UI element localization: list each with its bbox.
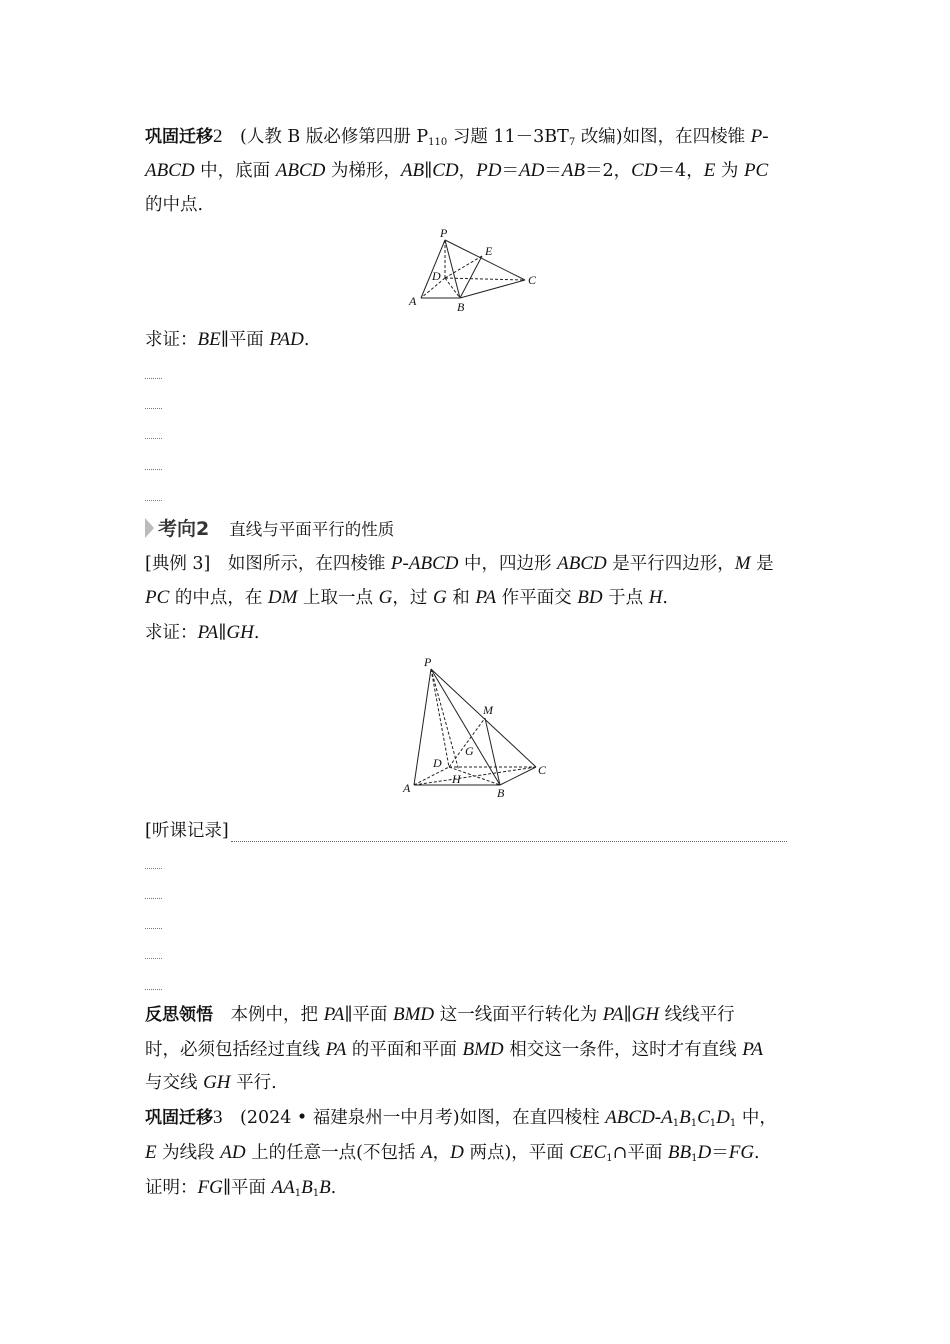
math-text: B — [301, 1177, 313, 1198]
text-run: 求证： — [145, 623, 198, 643]
math-text: PA — [323, 1004, 345, 1025]
text-line — [145, 1072, 277, 1094]
subscript: 1 — [691, 1153, 698, 1164]
text-run: ∥ — [218, 623, 227, 643]
math-text: GH — [203, 1072, 231, 1093]
math-text: CD — [631, 160, 658, 181]
subscript: 1 — [606, 1153, 613, 1164]
text-run: 为 — [715, 161, 744, 181]
lecture-notes-header — [145, 817, 787, 842]
text-run: 上取一点 — [297, 588, 379, 608]
text-run: [典例 3] 如图所示，在四棱锥 — [145, 554, 391, 574]
math-text: ABCD — [275, 160, 326, 181]
math-text: ABCD — [145, 160, 195, 181]
text-run: 本例中，把 — [213, 1005, 324, 1025]
label-b: B — [497, 786, 505, 800]
label-c: C — [538, 763, 547, 777]
math-text: G — [432, 587, 447, 608]
label-m: M — [483, 703, 493, 717]
answer-dotline — [145, 898, 162, 899]
math-text: GH — [226, 622, 254, 643]
text-run: 的中点. — [145, 195, 204, 215]
math-text: FG — [728, 1142, 755, 1163]
math-text: D — [716, 1107, 730, 1128]
label-h: H — [452, 772, 461, 786]
text-run: 2 — [213, 126, 223, 147]
label-g: G — [465, 744, 474, 758]
math-text: G — [378, 587, 393, 608]
text-run: 为线段 — [156, 1143, 221, 1163]
text-run: 两点)，平面 — [463, 1143, 570, 1163]
math-text: GH — [631, 1004, 660, 1025]
section-tag: 考向2 — [158, 518, 210, 540]
text-run: 和 — [446, 588, 476, 608]
math-text: PA — [475, 587, 497, 608]
math-text: AD — [220, 1142, 246, 1163]
text-run: ∥平面 — [222, 1178, 272, 1198]
text-run: ＝2， — [585, 161, 632, 181]
math-text: BB — [667, 1142, 692, 1163]
math-text: PA — [197, 622, 219, 643]
math-text: PA — [602, 1004, 624, 1025]
math-text: C — [697, 1107, 710, 1128]
subscript: 1 — [690, 1118, 698, 1129]
math-text: CD — [432, 160, 459, 181]
label-p: P — [424, 655, 432, 669]
math-text: M — [734, 553, 751, 574]
text-run: 是平行四边形， — [606, 554, 735, 574]
text-run: ∥ — [424, 161, 433, 181]
label-bold: 巩固迁移 — [145, 127, 213, 147]
label-bold: 巩固迁移 — [145, 1108, 213, 1128]
math-text: BE — [197, 329, 221, 350]
text-run: ∥ — [623, 1005, 632, 1025]
text-run: . — [662, 588, 668, 608]
answer-dotline — [145, 958, 162, 959]
text-run: 上的任意一点(不包括 — [245, 1143, 422, 1163]
answer-dotline — [145, 868, 162, 869]
subscript: 7 — [568, 137, 576, 148]
text-line — [145, 1177, 336, 1205]
math-text: A — [421, 1142, 433, 1163]
text-run: . — [330, 1178, 337, 1198]
text-run: . — [303, 330, 310, 350]
answer-dotline — [145, 928, 162, 929]
text-run: ∩平面 — [612, 1143, 668, 1163]
text-run: ，过 — [392, 588, 433, 608]
text-run: ＝ — [544, 161, 562, 181]
text-run: 3 — [213, 1107, 223, 1128]
section-title: 直线与平面平行的性质 — [229, 519, 395, 539]
math-text: H — [648, 587, 663, 608]
math-text: PD — [476, 160, 502, 181]
text-run: ＝ — [711, 1143, 729, 1163]
text-run: ∥平面 — [344, 1005, 393, 1025]
math-text: AA — [271, 1177, 295, 1198]
text-run: 改编)如图，在四棱锥 — [575, 127, 751, 147]
answer-dotline — [145, 989, 162, 990]
label-bold: 反思领悟 — [145, 1005, 213, 1025]
math-text: DM — [267, 587, 298, 608]
text-run: 线线平行 — [659, 1005, 735, 1025]
text-run: (2024 • 福建泉州一中月考)如图，在直四棱柱 — [222, 1108, 606, 1128]
math-text: ABCD — [557, 553, 607, 574]
subscript: 1 — [312, 1188, 320, 1199]
math-text: BMD — [462, 1039, 504, 1060]
label-d: D — [433, 756, 442, 770]
text-run: ∥平面 — [220, 330, 270, 350]
math-text: PC — [743, 160, 769, 181]
subscript: 1 — [709, 1118, 717, 1129]
math-text: B — [679, 1107, 691, 1128]
label-c: C — [528, 273, 537, 287]
subscript: 1 — [672, 1118, 680, 1129]
label-b: B — [457, 300, 465, 314]
math-text: ABCD-A — [605, 1107, 673, 1128]
math-text: PA — [742, 1039, 764, 1060]
math-text: E — [145, 1142, 157, 1163]
text-run: (人教 B 版必修第四册 P — [222, 127, 429, 147]
math-text: BD — [577, 587, 603, 608]
math-text: AD — [518, 160, 545, 181]
text-run: 的平面和平面 — [346, 1040, 463, 1060]
label-a: A — [403, 781, 411, 795]
text-run: . — [253, 623, 260, 643]
text-run: 求证： — [145, 330, 198, 350]
notes-dotline — [231, 823, 787, 842]
label-a: A — [409, 294, 417, 308]
text-run: 的中点，在 — [169, 588, 268, 608]
subscript: 110 — [428, 137, 448, 148]
text-run: 中，四边形 — [458, 554, 558, 574]
math-text: BMD — [392, 1004, 435, 1025]
label-e: E — [485, 244, 493, 258]
math-text: PC — [145, 587, 170, 608]
text-line — [145, 1039, 763, 1061]
math-text: PAD — [269, 329, 304, 350]
lecture-notes-label: [听课记录] — [145, 821, 229, 841]
text-run: ＝4， — [657, 161, 704, 181]
text-run: ， — [432, 1143, 451, 1163]
text-run: 证明： — [145, 1178, 198, 1198]
text-run: 是 — [750, 554, 774, 574]
math-text: E — [703, 160, 716, 181]
text-run: ， — [458, 161, 477, 181]
text-run: 与交线 — [145, 1073, 204, 1093]
text-run: 中，底面 — [194, 161, 276, 181]
math-text: P-ABCD — [390, 553, 459, 574]
math-text: PA — [325, 1039, 347, 1060]
text-line — [145, 1107, 777, 1135]
text-run: 时，必须包括经过直线 — [145, 1040, 326, 1060]
text-run: 于点 — [602, 588, 649, 608]
text-run: 为梯形， — [325, 161, 401, 181]
text-run: 中， — [736, 1108, 777, 1128]
math-text: B — [319, 1177, 331, 1198]
label-p: P — [440, 226, 448, 240]
math-text: D — [450, 1142, 464, 1163]
math-text: CEC — [569, 1142, 607, 1163]
math-text: P- — [750, 126, 769, 147]
text-run: 这一线面平行转化为 — [434, 1005, 603, 1025]
math-text: FG — [197, 1177, 223, 1198]
math-text: D — [697, 1142, 712, 1163]
math-text: AB — [400, 160, 425, 181]
text-run: . — [754, 1143, 760, 1163]
text-line — [145, 1004, 735, 1026]
text-run: 习题 11－3BT — [447, 127, 569, 147]
text-run: ＝ — [501, 161, 519, 181]
label-d: D — [432, 269, 441, 283]
text-run: 作平面交 — [496, 588, 578, 608]
text-line — [145, 1142, 760, 1170]
text-run: 相交这一条件，这时才有直线 — [503, 1040, 743, 1060]
text-run: 平行. — [230, 1073, 277, 1093]
subscript: 1 — [294, 1188, 302, 1199]
math-text: AB — [561, 160, 586, 181]
subscript: 1 — [729, 1118, 737, 1129]
